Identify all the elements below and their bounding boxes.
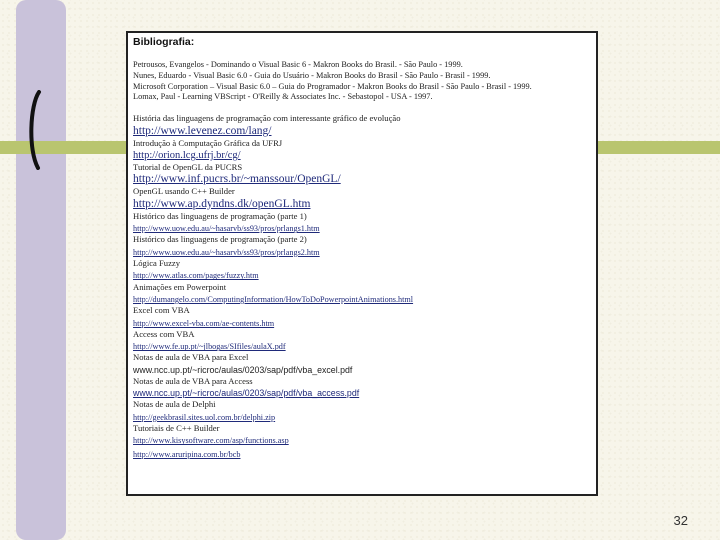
link-url[interactable]: http://www.uow.edu.au/~hasarvb/ss93/pros/prlangs1.htm — [133, 224, 320, 234]
link-label: História das linguagens de programação com interessante gráfico de evolução — [133, 113, 401, 124]
link-label: Access com VBA — [133, 328, 195, 339]
link-url[interactable]: http://www.atlas.com/pages/fuzzy.htm — [133, 271, 259, 281]
link-url[interactable]: http://www.inf.pucrs.br/~manssour/OpenGL/ — [133, 173, 341, 186]
link-label: Histórico das linguagens de programação (parte 1) — [133, 210, 307, 221]
link-url[interactable]: http://geekbrasil.sites.uol.com.br/delphi.zip — [133, 412, 276, 422]
reference-item: Lomax, Paul - Learning VBScript - O'Reilly & Associates Inc. - Sebastopol - USA - 1997. — [133, 92, 433, 102]
link-label: Notas de aula de VBA para Access — [133, 375, 253, 386]
link-url[interactable]: http://www.levenez.com/lang/ — [133, 124, 272, 137]
link-url[interactable]: http://orion.lcg.ufrj.br/cg/ — [133, 150, 241, 161]
link-url[interactable]: http://www.aruripina.com.br/bcb — [133, 449, 241, 459]
link-label: Introdução à Computação Gráfica da UFRJ — [133, 137, 283, 148]
link-label: Animações em Powerpoint — [133, 281, 227, 292]
link-label: OpenGL usando C++ Builder — [133, 186, 235, 197]
page-number: 32 — [673, 513, 688, 528]
link-label: Lógica Fuzzy — [133, 258, 181, 269]
link-url[interactable]: http://www.fe.up.pt/~jlbogas/SIfiles/aulaX.pdf — [133, 342, 286, 352]
scanned-document — [126, 31, 598, 496]
link-label: Tutoriais de C++ Builder — [133, 422, 220, 433]
link-label: Notas de aula de VBA para Excel — [133, 352, 249, 363]
link-label: Notas de aula de Delphi — [133, 399, 216, 410]
decorative-bracket — [24, 90, 46, 170]
link-url[interactable]: http://dumangelo.com/ComputingInformation/HowToDoPowerpointAnimations.html — [133, 295, 414, 305]
reference-item: Microsoft Corporation – Visual Basic 6.0 – Guia do Programador - Makron Books do Brasil - São Paulo - Brasil - 1999. — [133, 81, 532, 91]
link-label: Histórico das linguagens de programação (parte 2) — [133, 234, 307, 245]
link-label: Excel com VBA — [133, 305, 190, 316]
decorative-stripe — [16, 0, 66, 540]
link-url[interactable]: http://www.ap.dyndns.dk/openGL.htm — [133, 197, 311, 210]
reference-item: Petrousos, Evangelos - Dominando o Visual Basic 6 - Makron Books do Brasil. - São Paulo - 1999. — [133, 60, 463, 69]
link-url[interactable]: www.ncc.up.pt/~ricroc/aulas/0203/sap/pdf/vba_excel.pdf — [133, 364, 353, 375]
link-label: Tutorial de OpenGL da PUCRS — [133, 162, 243, 172]
link-url[interactable]: http://www.excel-vba.com/ae-contents.htm — [133, 318, 275, 328]
link-url[interactable]: http://www.kisysoftware.com/asp/functions.asp — [133, 436, 289, 446]
document-title: Bibliografia: — [133, 36, 195, 48]
link-url[interactable]: www.ncc.up.pt/~ricroc/aulas/0203/sap/pdf/vba_access.pdf — [133, 388, 360, 399]
reference-item: Nunes, Eduardo - Visual Basic 6.0 - Guia do Usuário - Makron Books do Brasil - São Paulo - Brasil - 1999. — [133, 70, 491, 80]
link-url[interactable]: http://www.uow.edu.au/~hasarvb/ss93/pros/prlangs2.htm — [133, 247, 320, 257]
